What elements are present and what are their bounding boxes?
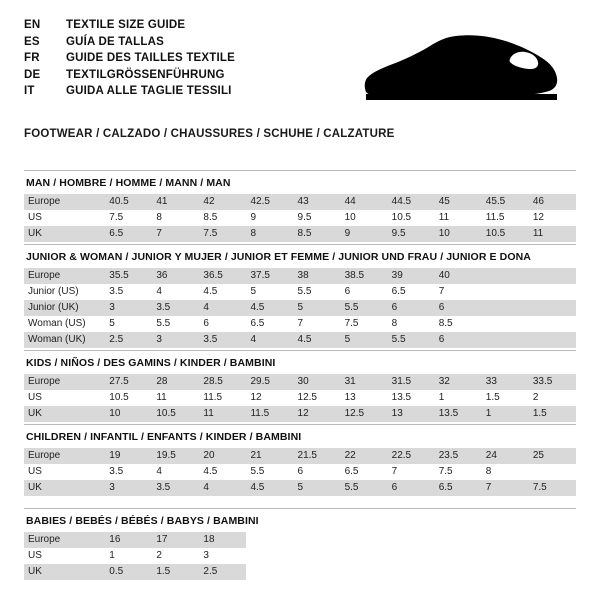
table-row xyxy=(24,480,576,496)
size-cell: 4.5 xyxy=(203,466,218,477)
size-cell: 1 xyxy=(109,550,115,561)
size-cell: 3 xyxy=(105,300,152,316)
size-cell: 5.5 xyxy=(341,480,388,496)
size-cell-empty xyxy=(482,532,529,548)
size-cell-empty xyxy=(435,564,482,580)
row-label: Woman (UK) xyxy=(24,332,105,348)
size-cell: 8 xyxy=(485,466,492,477)
size-cell: 3 xyxy=(105,480,152,496)
size-cell: 5.5 xyxy=(250,466,265,477)
size-table xyxy=(24,374,576,422)
size-cell: 8 xyxy=(391,318,398,329)
size-cell: 11.5 xyxy=(246,406,293,422)
language-title: TEXTILGRÖSSENFÜHRUNG xyxy=(66,68,225,81)
size-cell: 44 xyxy=(341,194,388,210)
size-cell-empty xyxy=(529,548,576,564)
size-cell-empty xyxy=(246,564,293,580)
size-cell: 10 xyxy=(105,406,152,422)
size-cell-empty xyxy=(529,532,576,548)
language-title: GUÍA DE TALLAS xyxy=(66,35,164,48)
block-title: BABIES / BEBÉS / BÉBÉS / BABYS / BAMBINI xyxy=(24,508,576,532)
size-cell: 8.5 xyxy=(294,226,341,242)
size-cell: 27.5 xyxy=(105,374,152,390)
size-cell-empty xyxy=(529,316,576,332)
size-cell: 10.5 xyxy=(391,212,412,223)
size-cell: 39 xyxy=(388,268,435,284)
size-cell: 16 xyxy=(105,532,152,548)
size-cell: 10 xyxy=(435,226,482,242)
size-cell: 8.5 xyxy=(203,212,218,223)
language-row xyxy=(24,18,235,35)
size-cell: 5 xyxy=(250,286,257,297)
size-cell: 28.5 xyxy=(199,374,246,390)
size-cell: 6 xyxy=(297,466,304,477)
size-cell: 7 xyxy=(391,466,398,477)
size-cell: 8 xyxy=(246,226,293,242)
size-cell-empty xyxy=(246,532,293,548)
language-list xyxy=(24,18,235,101)
size-cell: 45.5 xyxy=(482,194,529,210)
size-cell: 2.5 xyxy=(105,332,152,348)
language-code: DE xyxy=(24,68,41,81)
size-cell: 2 xyxy=(156,550,162,561)
size-cell: 21 xyxy=(246,448,293,464)
row-label: US xyxy=(28,212,42,223)
size-cell: 7.5 xyxy=(199,226,246,242)
size-cell-empty xyxy=(294,548,341,564)
size-cell: 4.5 xyxy=(246,300,293,316)
row-label: UK xyxy=(24,226,105,242)
row-label: US xyxy=(28,550,42,561)
size-cell: 13 xyxy=(344,392,356,403)
table-row xyxy=(24,390,576,406)
size-cell: 32 xyxy=(435,374,482,390)
size-cell xyxy=(529,464,576,480)
size-cell: 38.5 xyxy=(341,268,388,284)
size-cell: 6.5 xyxy=(435,480,482,496)
size-cell: 3.5 xyxy=(152,480,199,496)
size-cell: 6 xyxy=(203,318,209,329)
size-cell: 7.5 xyxy=(529,480,576,496)
language-row xyxy=(24,84,235,101)
size-cell-empty xyxy=(482,548,529,564)
size-cell: 9 xyxy=(341,226,388,242)
table-row xyxy=(24,374,576,390)
size-cell: 7.5 xyxy=(109,212,124,223)
row-label: Woman (US) xyxy=(28,318,86,329)
size-cell: 4 xyxy=(156,466,162,477)
size-cell: 12.5 xyxy=(341,406,388,422)
table-row xyxy=(24,300,576,316)
block-title: JUNIOR & WOMAN / JUNIOR Y MUJER / JUNIOR ET FEMME / JUNIOR UND FRAU / JUNIOR E DONA xyxy=(24,244,576,268)
size-cell-empty xyxy=(529,284,576,300)
size-cell: 3.5 xyxy=(152,300,199,316)
size-cell: 4 xyxy=(199,300,246,316)
row-label: Europe xyxy=(24,268,105,284)
size-block-kids xyxy=(24,350,576,422)
size-cell: 5.5 xyxy=(388,332,435,348)
size-cell: 9.5 xyxy=(388,226,435,242)
table-row xyxy=(24,268,576,284)
size-cell: 21.5 xyxy=(294,448,341,464)
size-cell-empty xyxy=(341,548,388,564)
size-cell: 1 xyxy=(482,406,529,422)
table-row xyxy=(24,548,576,564)
size-cell: 12 xyxy=(294,406,341,422)
size-cell: 6 xyxy=(344,286,351,297)
size-cell: 8.5 xyxy=(438,318,453,329)
size-cell: 11 xyxy=(529,226,576,242)
size-cell: 6.5 xyxy=(250,318,265,329)
size-cell: 31.5 xyxy=(388,374,435,390)
size-cell-empty xyxy=(529,564,576,580)
size-cell: 11.5 xyxy=(203,392,223,403)
size-cell: 6 xyxy=(435,300,482,316)
size-cell-empty xyxy=(246,548,293,564)
size-cell: 11 xyxy=(199,406,246,422)
size-cell: 42.5 xyxy=(246,194,293,210)
size-cell: 20 xyxy=(199,448,246,464)
language-code: FR xyxy=(24,52,40,64)
size-cell: 6.5 xyxy=(391,286,406,297)
size-cell: 42 xyxy=(199,194,246,210)
size-cell: 22.5 xyxy=(388,448,435,464)
row-label: Europe xyxy=(24,532,105,548)
row-label: UK xyxy=(24,480,105,496)
size-cell: 43 xyxy=(294,194,341,210)
size-cell: 9 xyxy=(250,212,257,223)
size-blocks xyxy=(0,170,600,580)
size-cell: 3.5 xyxy=(199,332,246,348)
size-cell: 37.5 xyxy=(246,268,293,284)
size-cell: 6.5 xyxy=(105,226,152,242)
size-cell-empty xyxy=(529,300,576,316)
block-title: CHILDREN / INFANTIL / ENFANTS / KINDER / BAMBINI xyxy=(24,424,576,448)
size-cell: 22 xyxy=(341,448,388,464)
size-cell: 11 xyxy=(156,392,167,403)
size-cell-empty xyxy=(435,532,482,548)
language-code: IT xyxy=(24,85,35,97)
size-table xyxy=(24,268,576,348)
size-cell: 6 xyxy=(435,332,482,348)
size-cell: 5 xyxy=(341,332,388,348)
size-cell: 8 xyxy=(156,212,162,223)
size-cell: 5 xyxy=(109,318,115,329)
size-cell: 7 xyxy=(297,318,304,329)
size-cell: 30 xyxy=(294,374,341,390)
size-cell: 0.5 xyxy=(105,564,152,580)
size-cell-empty xyxy=(482,316,529,332)
size-block-man xyxy=(24,170,576,242)
table-row xyxy=(24,532,576,548)
size-cell: 4 xyxy=(199,480,246,496)
size-cell: 10.5 xyxy=(482,226,529,242)
size-cell: 4.5 xyxy=(246,480,293,496)
row-label: Junior (UK) xyxy=(24,300,105,316)
size-cell: 2.5 xyxy=(199,564,246,580)
row-label: US xyxy=(28,466,42,477)
size-cell: 12.5 xyxy=(297,392,317,403)
size-cell: 18 xyxy=(199,532,246,548)
size-cell-empty xyxy=(482,300,529,316)
size-cell: 33 xyxy=(482,374,529,390)
size-cell: 2 xyxy=(532,392,539,403)
language-title: GUIDA ALLE TAGLIE TESSILI xyxy=(66,85,232,97)
document-header xyxy=(0,0,600,112)
size-cell: 31 xyxy=(341,374,388,390)
size-cell: 19.5 xyxy=(152,448,199,464)
size-cell-empty xyxy=(529,268,576,284)
table-row xyxy=(24,284,576,300)
size-cell: 25 xyxy=(529,448,576,464)
size-block-junior-woman xyxy=(24,244,576,348)
size-cell: 7 xyxy=(438,286,445,297)
size-cell-empty xyxy=(341,564,388,580)
size-cell: 28 xyxy=(152,374,199,390)
size-cell: 10.5 xyxy=(152,406,199,422)
size-cell: 36.5 xyxy=(199,268,246,284)
size-cell: 4 xyxy=(246,332,293,348)
row-label: US xyxy=(28,392,42,403)
size-cell: 4 xyxy=(156,286,162,297)
size-table xyxy=(24,448,576,496)
language-code: EN xyxy=(24,19,41,31)
table-row xyxy=(24,464,576,480)
language-list-body xyxy=(24,18,235,101)
block-title: KIDS / NIÑOS / DES GAMINS / KINDER / BAMBINI xyxy=(24,350,576,374)
size-cell: 41 xyxy=(152,194,199,210)
size-cell: 4.5 xyxy=(203,286,218,297)
size-cell: 24 xyxy=(482,448,529,464)
size-cell: 11 xyxy=(438,212,450,223)
size-cell: 7 xyxy=(152,226,199,242)
size-cell: 40 xyxy=(435,268,482,284)
size-block-children xyxy=(24,424,576,496)
table-row xyxy=(24,226,576,242)
size-cell: 13.5 xyxy=(435,406,482,422)
language-row xyxy=(24,68,235,85)
language-title: GUIDE DES TAILLES TEXTILE xyxy=(66,52,235,64)
table-row xyxy=(24,210,576,226)
size-cell: 40.5 xyxy=(105,194,152,210)
size-block-babies xyxy=(24,508,576,580)
size-cell: 45 xyxy=(435,194,482,210)
size-cell: 4.5 xyxy=(294,332,341,348)
language-code: ES xyxy=(24,35,40,48)
size-cell: 5 xyxy=(294,300,341,316)
size-cell-empty xyxy=(388,548,435,564)
size-cell: 11.5 xyxy=(485,212,505,223)
size-cell-empty xyxy=(482,284,529,300)
table-row xyxy=(24,332,576,348)
size-cell-empty xyxy=(529,332,576,348)
size-cell: 10.5 xyxy=(109,392,129,403)
shoe-icon xyxy=(360,32,560,112)
size-cell: 35.5 xyxy=(105,268,152,284)
size-cell-empty xyxy=(294,532,341,548)
row-label: Europe xyxy=(24,448,105,464)
size-cell: 6 xyxy=(388,480,435,496)
table-row xyxy=(24,448,576,464)
size-cell: 3.5 xyxy=(109,286,124,297)
size-cell: 44.5 xyxy=(388,194,435,210)
size-cell-empty xyxy=(388,532,435,548)
size-cell: 13.5 xyxy=(391,392,412,403)
size-cell: 23.5 xyxy=(435,448,482,464)
size-cell: 36 xyxy=(152,268,199,284)
size-cell-empty xyxy=(341,532,388,548)
size-cell: 6.5 xyxy=(344,466,359,477)
size-cell: 5.5 xyxy=(297,286,312,297)
language-row xyxy=(24,51,235,68)
size-cell: 3 xyxy=(152,332,199,348)
size-cell-empty xyxy=(482,564,529,580)
row-label: Junior (US) xyxy=(28,286,79,297)
row-label: UK xyxy=(24,406,105,422)
size-cell-empty xyxy=(294,564,341,580)
size-cell: 3 xyxy=(203,550,209,561)
size-cell: 12 xyxy=(250,392,262,403)
table-row xyxy=(24,406,576,422)
block-title: MAN / HOMBRE / HOMME / MANN / MAN xyxy=(24,170,576,194)
size-cell: 3.5 xyxy=(109,466,124,477)
size-cell: 13 xyxy=(388,406,435,422)
size-cell: 6 xyxy=(388,300,435,316)
size-cell: 9.5 xyxy=(297,212,312,223)
language-row xyxy=(24,35,235,52)
size-cell: 10 xyxy=(344,212,356,223)
table-row xyxy=(24,316,576,332)
size-cell-empty xyxy=(482,268,529,284)
size-table xyxy=(24,532,576,580)
size-cell: 1.5 xyxy=(529,406,576,422)
row-label: UK xyxy=(24,564,105,580)
size-cell: 38 xyxy=(294,268,341,284)
row-label: Europe xyxy=(24,194,105,210)
size-cell: 7 xyxy=(482,480,529,496)
size-cell: 19 xyxy=(105,448,152,464)
size-cell: 33.5 xyxy=(529,374,576,390)
size-cell: 46 xyxy=(529,194,576,210)
size-cell: 7.5 xyxy=(344,318,359,329)
size-cell: 5 xyxy=(294,480,341,496)
size-cell: 1.5 xyxy=(485,392,500,403)
table-row xyxy=(24,564,576,580)
size-cell: 29.5 xyxy=(246,374,293,390)
size-cell-empty xyxy=(388,564,435,580)
category-line: FOOTWEAR / CALZADO / CHAUSSURES / SCHUHE / CALZATURE xyxy=(24,128,395,140)
size-cell-empty xyxy=(482,332,529,348)
size-cell: 5.5 xyxy=(156,318,171,329)
row-label: Europe xyxy=(24,374,105,390)
size-cell: 17 xyxy=(152,532,199,548)
size-cell-empty xyxy=(435,548,482,564)
language-title: TEXTILE SIZE GUIDE xyxy=(66,19,186,31)
size-cell: 1 xyxy=(438,392,445,403)
size-table xyxy=(24,194,576,242)
size-cell: 7.5 xyxy=(438,466,453,477)
size-cell: 5.5 xyxy=(341,300,388,316)
block-spacer xyxy=(24,498,576,508)
table-row xyxy=(24,194,576,210)
size-cell: 1.5 xyxy=(152,564,199,580)
size-cell: 12 xyxy=(532,212,544,223)
